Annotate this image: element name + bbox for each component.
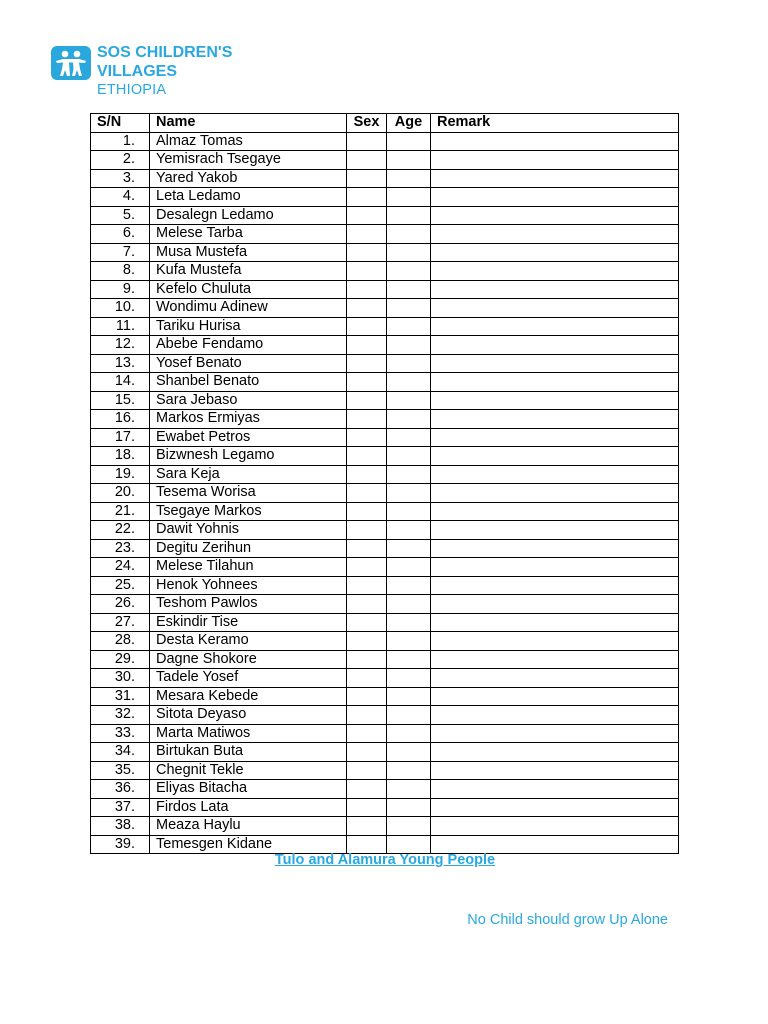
cell-sex [347,336,387,355]
sos-children-figures-icon [51,46,91,80]
cell-remark [431,280,679,299]
cell-name: Dagne Shokore [150,650,347,669]
cell-remark [431,428,679,447]
participant-table [90,113,679,854]
cell-age [387,188,431,207]
cell-sn: 1. [91,132,150,151]
logo-line-3: ETHIOPIA [97,82,167,98]
cell-name: Eliyas Bitacha [150,780,347,799]
cell-sn: 20. [91,484,150,503]
cell-name: Shanbel Benato [150,373,347,392]
cell-sn: 15. [91,391,150,410]
cell-remark [431,225,679,244]
cell-age [387,576,431,595]
cell-sn: 36. [91,780,150,799]
table-row [91,410,679,429]
cell-age [387,280,431,299]
cell-sn: 17. [91,428,150,447]
cell-age [387,169,431,188]
cell-age [387,724,431,743]
cell-sn: 12. [91,336,150,355]
cell-age [387,299,431,318]
cell-remark [431,780,679,799]
cell-sn: 16. [91,410,150,429]
table-row [91,576,679,595]
table-row [91,669,679,688]
cell-remark [431,558,679,577]
table-row [91,206,679,225]
cell-age [387,410,431,429]
cell-name: Sara Jebaso [150,391,347,410]
cell-name: Melese Tilahun [150,558,347,577]
cell-sex [347,706,387,725]
cell-sex [347,262,387,281]
table-row [91,798,679,817]
table-row [91,650,679,669]
cell-name: Almaz Tomas [150,132,347,151]
cell-remark [431,243,679,262]
cell-remark [431,669,679,688]
cell-remark [431,132,679,151]
cell-sn: 24. [91,558,150,577]
cell-remark [431,521,679,540]
cell-sex [347,206,387,225]
cell-sn: 37. [91,798,150,817]
cell-name: Firdos Lata [150,798,347,817]
cell-name: Marta Matiwos [150,724,347,743]
table-row [91,299,679,318]
cell-sn: 7. [91,243,150,262]
cell-remark [431,336,679,355]
table-body [91,132,679,854]
cell-sex [347,780,387,799]
cell-remark [431,188,679,207]
cell-sn: 10. [91,299,150,318]
cell-remark [431,743,679,762]
table-row [91,151,679,170]
group-title: Tulo and Alamura Young People [274,852,496,868]
cell-age [387,521,431,540]
cell-age [387,743,431,762]
cell-age [387,650,431,669]
cell-sn: 38. [91,817,150,836]
cell-remark [431,354,679,373]
cell-remark [431,373,679,392]
cell-name: Abebe Fendamo [150,336,347,355]
table-row [91,391,679,410]
cell-age [387,835,431,854]
cell-sex [347,669,387,688]
cell-remark [431,817,679,836]
cell-name: Henok Yohnees [150,576,347,595]
cell-age [387,613,431,632]
cell-sex [347,687,387,706]
table-row [91,761,679,780]
cell-age [387,354,431,373]
cell-sex [347,539,387,558]
cell-sn: 35. [91,761,150,780]
cell-remark [431,169,679,188]
table-row [91,225,679,244]
cell-age [387,484,431,503]
header-sn: S/N [91,114,150,133]
cell-sn: 39. [91,835,150,854]
cell-age [387,243,431,262]
header-age: Age [387,114,431,133]
cell-name: Kufa Mustefa [150,262,347,281]
cell-name: Markos Ermiyas [150,410,347,429]
cell-name: Degitu Zerihun [150,539,347,558]
cell-name: Sitota Deyaso [150,706,347,725]
cell-name: Musa Mustefa [150,243,347,262]
cell-remark [431,687,679,706]
cell-age [387,447,431,466]
cell-sn: 28. [91,632,150,651]
cell-name: Yared Yakob [150,169,347,188]
table-row [91,354,679,373]
cell-sex [347,650,387,669]
cell-name: Tadele Yosef [150,669,347,688]
cell-remark [431,539,679,558]
cell-name: Yosef Benato [150,354,347,373]
cell-sex [347,484,387,503]
table-row [91,280,679,299]
cell-sex [347,169,387,188]
cell-age [387,391,431,410]
cell-age [387,262,431,281]
cell-age [387,817,431,836]
table-row [91,632,679,651]
cell-sex [347,835,387,854]
cell-name: Desalegn Ledamo [150,206,347,225]
cell-name: Teshom Pawlos [150,595,347,614]
cell-sex [347,743,387,762]
cell-name: Wondimu Adinew [150,299,347,318]
cell-age [387,706,431,725]
cell-remark [431,502,679,521]
logo-wordmark [97,44,297,100]
cell-remark [431,613,679,632]
cell-age [387,798,431,817]
cell-name: Bizwnesh Legamo [150,447,347,466]
cell-age [387,336,431,355]
cell-sex [347,410,387,429]
cell-remark [431,761,679,780]
table-row [91,502,679,521]
cell-name: Melese Tarba [150,225,347,244]
cell-sex [347,354,387,373]
cell-age [387,669,431,688]
cell-sn: 33. [91,724,150,743]
cell-age [387,373,431,392]
cell-remark [431,576,679,595]
cell-remark [431,447,679,466]
cell-age [387,632,431,651]
cell-name: Ewabet Petros [150,428,347,447]
cell-name: Dawit Yohnis [150,521,347,540]
cell-sex [347,798,387,817]
cell-sn: 21. [91,502,150,521]
cell-remark [431,465,679,484]
cell-age [387,502,431,521]
table-row [91,835,679,854]
cell-name: Tariku Hurisa [150,317,347,336]
cell-sn: 11. [91,317,150,336]
cell-sex [347,817,387,836]
cell-age [387,595,431,614]
header-remark: Remark [431,114,679,133]
cell-remark [431,724,679,743]
cell-age [387,539,431,558]
cell-sex [347,502,387,521]
cell-sn: 31. [91,687,150,706]
cell-sex [347,317,387,336]
cell-remark [431,151,679,170]
cell-sex [347,225,387,244]
cell-remark [431,262,679,281]
cell-age [387,780,431,799]
table-row [91,132,679,151]
table-header-row [91,114,679,133]
cell-age [387,132,431,151]
cell-name: Eskindir Tise [150,613,347,632]
cell-age [387,558,431,577]
cell-name: Tsegaye Markos [150,502,347,521]
cell-sex [347,761,387,780]
cell-sn: 13. [91,354,150,373]
cell-sn: 9. [91,280,150,299]
cell-sex [347,576,387,595]
cell-sex [347,595,387,614]
cell-sex [347,521,387,540]
cell-sex [347,373,387,392]
table-row [91,780,679,799]
cell-age [387,465,431,484]
cell-sex [347,558,387,577]
table-row [91,724,679,743]
cell-age [387,225,431,244]
cell-sex [347,391,387,410]
cell-age [387,761,431,780]
cell-remark [431,391,679,410]
cell-sn: 2. [91,151,150,170]
cell-sex [347,724,387,743]
cell-remark [431,632,679,651]
cell-name: Yemisrach Tsegaye [150,151,347,170]
cell-remark [431,317,679,336]
table-row [91,465,679,484]
cell-sn: 34. [91,743,150,762]
cell-sex [347,465,387,484]
cell-name: Meaza Haylu [150,817,347,836]
cell-sn: 25. [91,576,150,595]
cell-remark [431,595,679,614]
table-row [91,169,679,188]
table-row [91,447,679,466]
table-row [91,558,679,577]
table-row [91,521,679,540]
table-row [91,336,679,355]
cell-name: Tesema Worisa [150,484,347,503]
cell-sn: 22. [91,521,150,540]
cell-sex [347,151,387,170]
cell-sex [347,428,387,447]
cell-sex [347,280,387,299]
cell-sn: 23. [91,539,150,558]
table-row [91,613,679,632]
table-row [91,188,679,207]
cell-remark [431,706,679,725]
header-sex: Sex [347,114,387,133]
cell-sex [347,132,387,151]
table-row [91,262,679,281]
table-row [91,687,679,706]
cell-name: Kefelo Chuluta [150,280,347,299]
cell-age [387,687,431,706]
cell-sn: 30. [91,669,150,688]
cell-age [387,206,431,225]
cell-sex [347,188,387,207]
cell-name: Sara Keja [150,465,347,484]
table-row [91,428,679,447]
cell-remark [431,299,679,318]
cell-sex [347,447,387,466]
cell-sn: 29. [91,650,150,669]
cell-sn: 26. [91,595,150,614]
cell-sn: 5. [91,206,150,225]
header-name: Name [150,114,347,133]
cell-age [387,317,431,336]
cell-sn: 14. [91,373,150,392]
cell-name: Birtukan Buta [150,743,347,762]
table-row [91,743,679,762]
cell-sn: 3. [91,169,150,188]
cell-name: Leta Ledamo [150,188,347,207]
cell-sn: 19. [91,465,150,484]
logo-line-2: VILLAGES [97,62,178,80]
cell-remark [431,835,679,854]
table-row [91,539,679,558]
cell-remark [431,206,679,225]
cell-name: Mesara Kebede [150,687,347,706]
cell-remark [431,484,679,503]
cell-age [387,151,431,170]
cell-remark [431,798,679,817]
table-row [91,484,679,503]
table-row [91,817,679,836]
cell-name: Desta Keramo [150,632,347,651]
cell-name: Chegnit Tekle [150,761,347,780]
table-row [91,706,679,725]
table-row [91,243,679,262]
slogan: No Child should grow Up Alone [467,912,668,928]
table-row [91,373,679,392]
cell-remark [431,650,679,669]
cell-age [387,428,431,447]
cell-sn: 27. [91,613,150,632]
table-row [91,595,679,614]
cell-sn: 32. [91,706,150,725]
cell-name: Temesgen Kidane [150,835,347,854]
logo-line-1: SOS CHILDREN'S [97,44,233,61]
table-row [91,317,679,336]
cell-sn: 6. [91,225,150,244]
cell-sex [347,299,387,318]
cell-remark [431,410,679,429]
cell-sn: 8. [91,262,150,281]
cell-sex [347,632,387,651]
cell-sex [347,613,387,632]
cell-sex [347,243,387,262]
cell-sn: 18. [91,447,150,466]
cell-sn: 4. [91,188,150,207]
